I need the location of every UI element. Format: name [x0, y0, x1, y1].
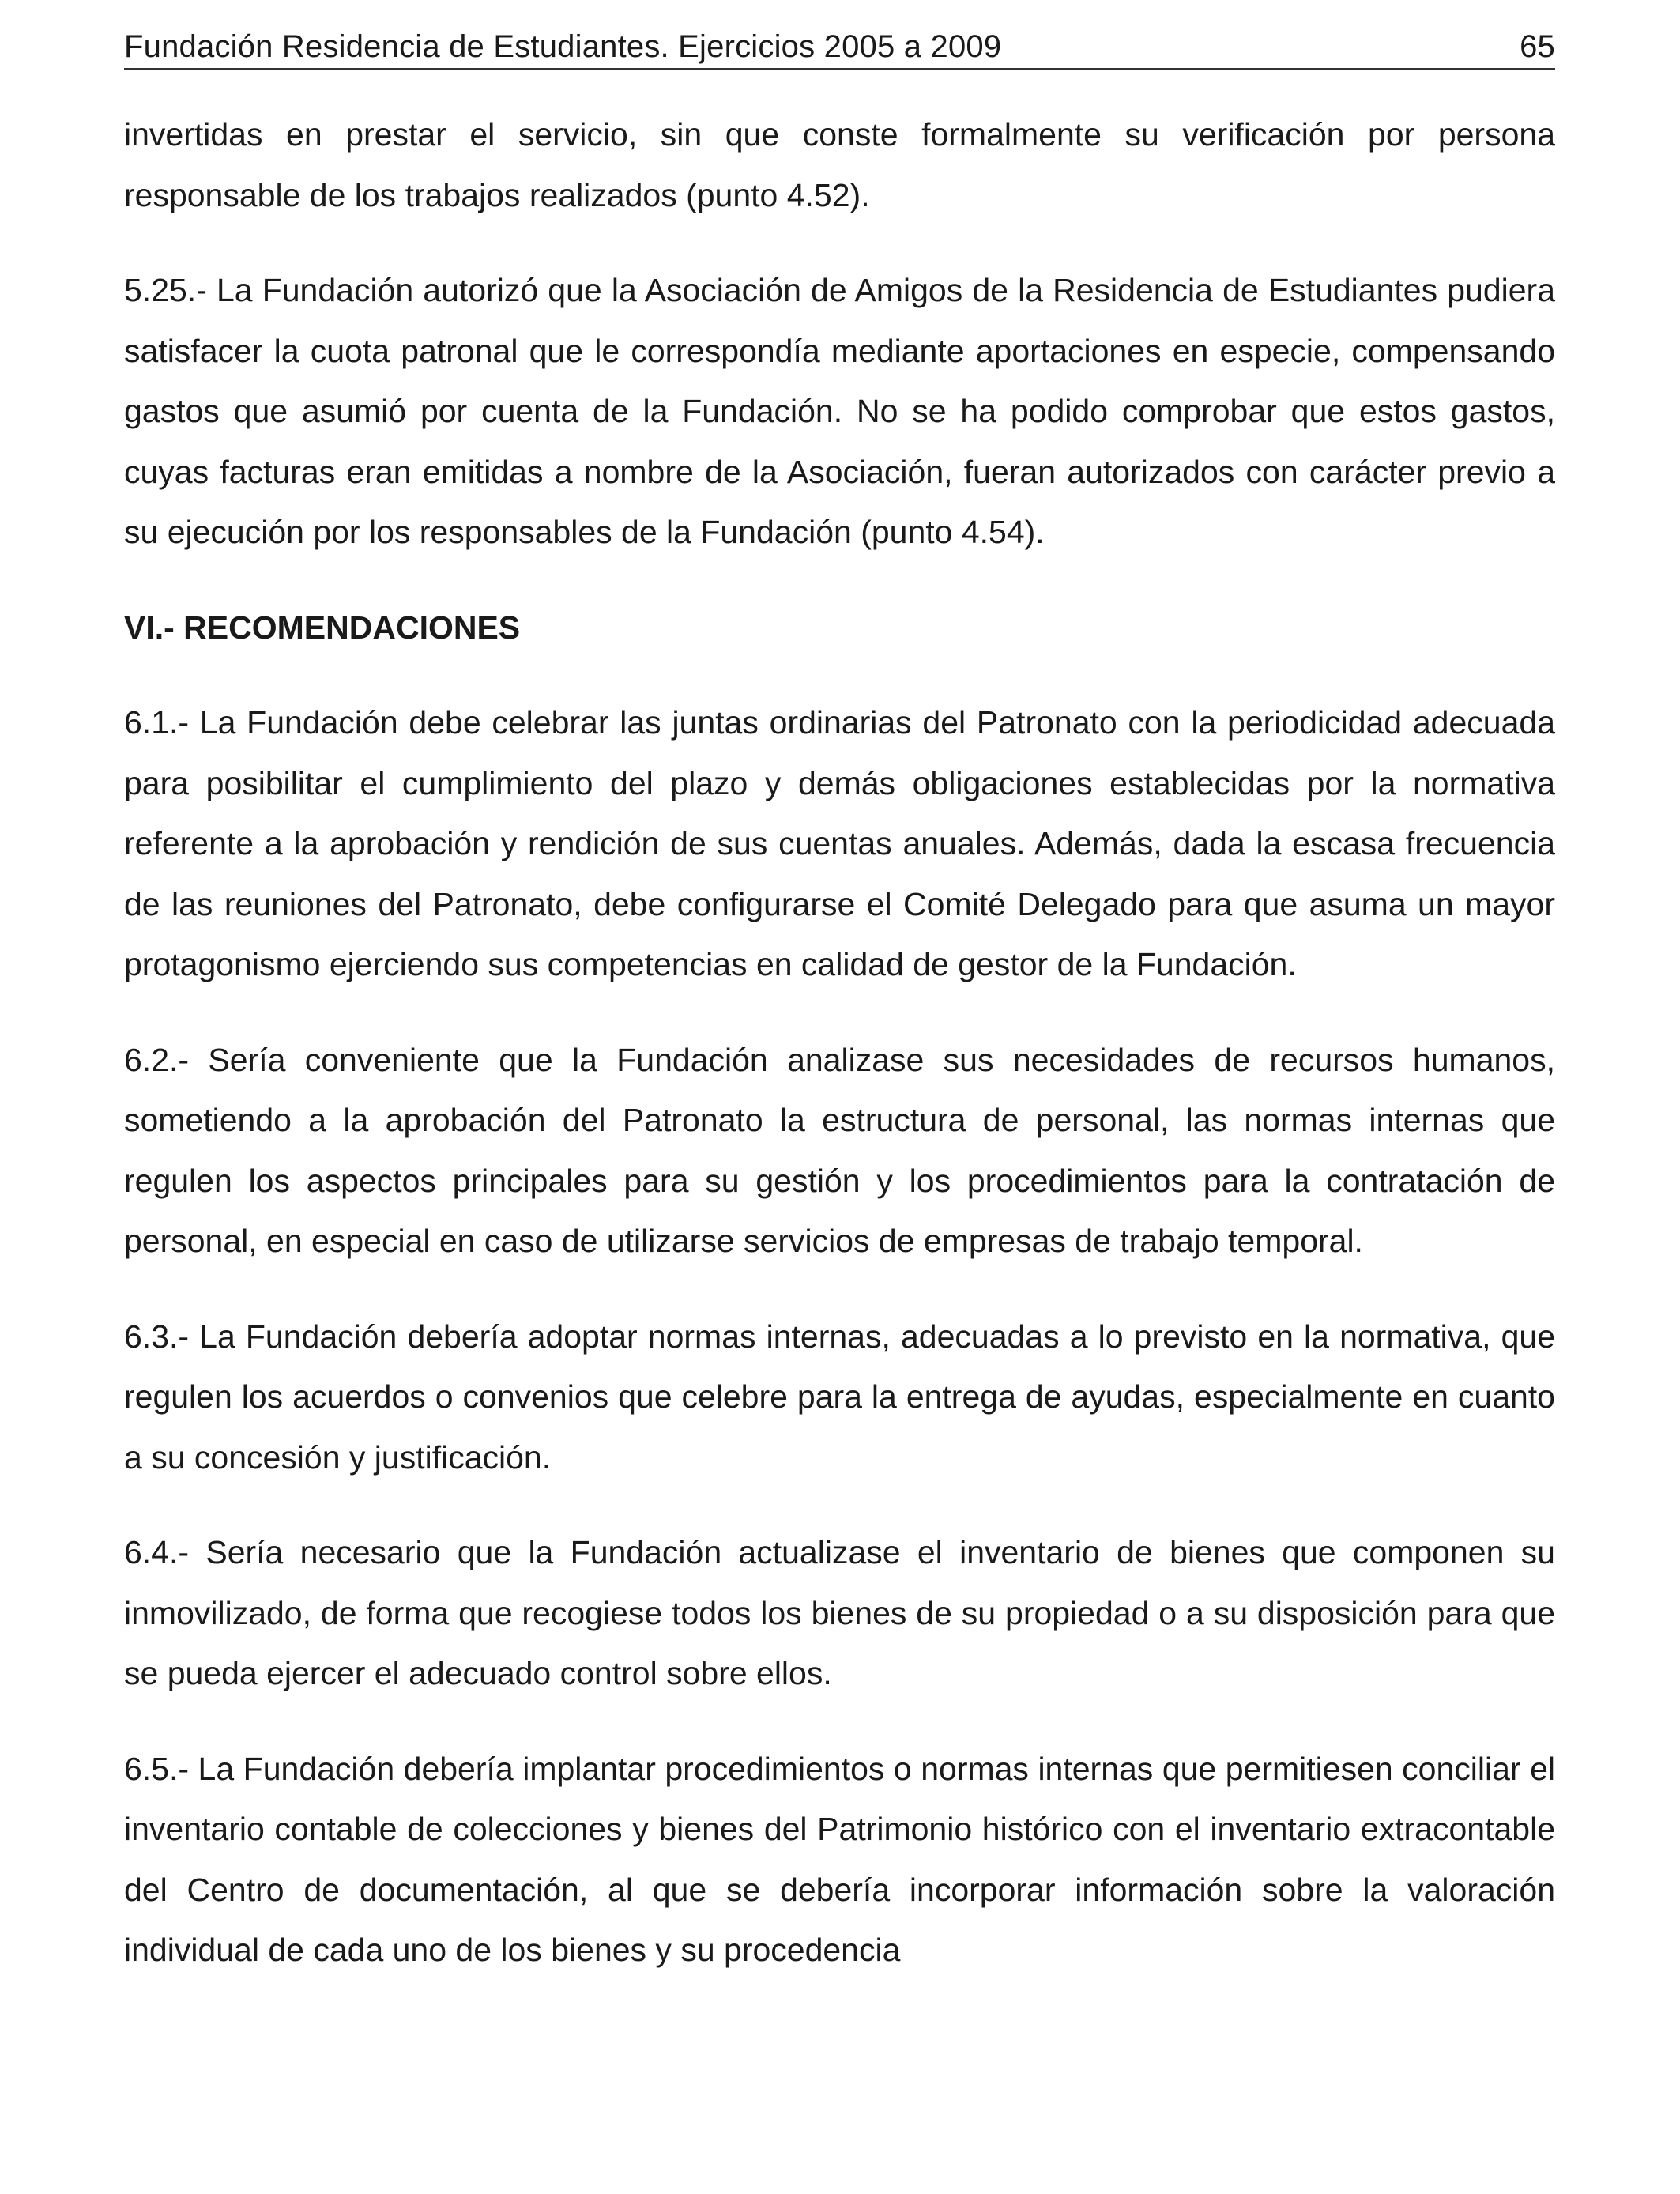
paragraph-6-5: 6.5.- La Fundación debería implantar procedimientos o normas internas que permitiesen conciliar el inventario contable de colecciones y bienes del Patrimonio histórico con el inventario extracontable del Centro de documentación, al que se debería incorporar información sobre la valoración individual de cada uno de los bienes y su procedencia — [124, 1750, 1555, 1968]
section-heading: VI.- RECOMENDACIONES — [124, 609, 521, 646]
paragraph-5-25: 5.25.- La Fundación autorizó que la Asociación de Amigos de la Residencia de Estudiantes pudiera satisfacer la cuota patronal que le correspondía mediante aportaciones en especie, compensando gastos que asumió por cuenta de la Fundación. No se ha podido comprobar que estos gastos, cuyas facturas eran emitidas a nombre de la Asociación, fueran autorizados con carácter previo a su ejecución por los responsables de la Fundación (punto 4.54). — [124, 272, 1555, 550]
paragraph-6-2: 6.2.- Sería conveniente que la Fundación analizase sus necesidades de recursos humanos, sometiendo a la aprobación del Patronato la estructura de personal, las normas internas que regulen los aspectos principales para su gestión y los procedimientos para la contratación de personal, en especial en caso de utilizarse servicios de empresas de trabajo temporal. — [124, 1041, 1555, 1259]
paragraph-6-3: 6.3.- La Fundación debería adoptar normas internas, adecuadas a lo previsto en la normativa, que regulen los acuerdos o convenios que celebre para la entrega de ayudas, especialmente en cuanto a su concesión y justificación. — [124, 1318, 1555, 1476]
page-number: 65 — [1520, 29, 1555, 64]
paragraph-continuation: invertidas en prestar el servicio, sin que conste formalmente su verificación por persona responsable de los trabajos realizados (punto 4.52). — [124, 116, 1555, 213]
paragraph-6-4: 6.4.- Sería necesario que la Fundación actualizase el inventario de bienes que componen su inmovilizado, de forma que recogiese todos los bienes de su propiedad o a su disposición para que se pueda ejercer el adecuado control sobre ellos. — [124, 1534, 1555, 1691]
paragraph-6-1: 6.1.- La Fundación debe celebrar las juntas ordinarias del Patronato con la periodicidad adecuada para posibilitar el cumplimiento del plazo y demás obligaciones establecidas por la normativa referente a la aprobación y rendición de sus cuentas anuales. Además, dada la escasa frecuencia de las reuniones del Patronato, debe configurarse el Comité Delegado para que asuma un mayor protagonismo ejerciendo sus competencias en calidad de gestor de la Fundación. — [124, 704, 1555, 982]
running-header — [124, 22, 1555, 70]
header-title: Fundación Residencia de Estudiantes. Ejercicios 2005 a 2009 — [124, 29, 1002, 64]
document-body — [124, 104, 1555, 2015]
